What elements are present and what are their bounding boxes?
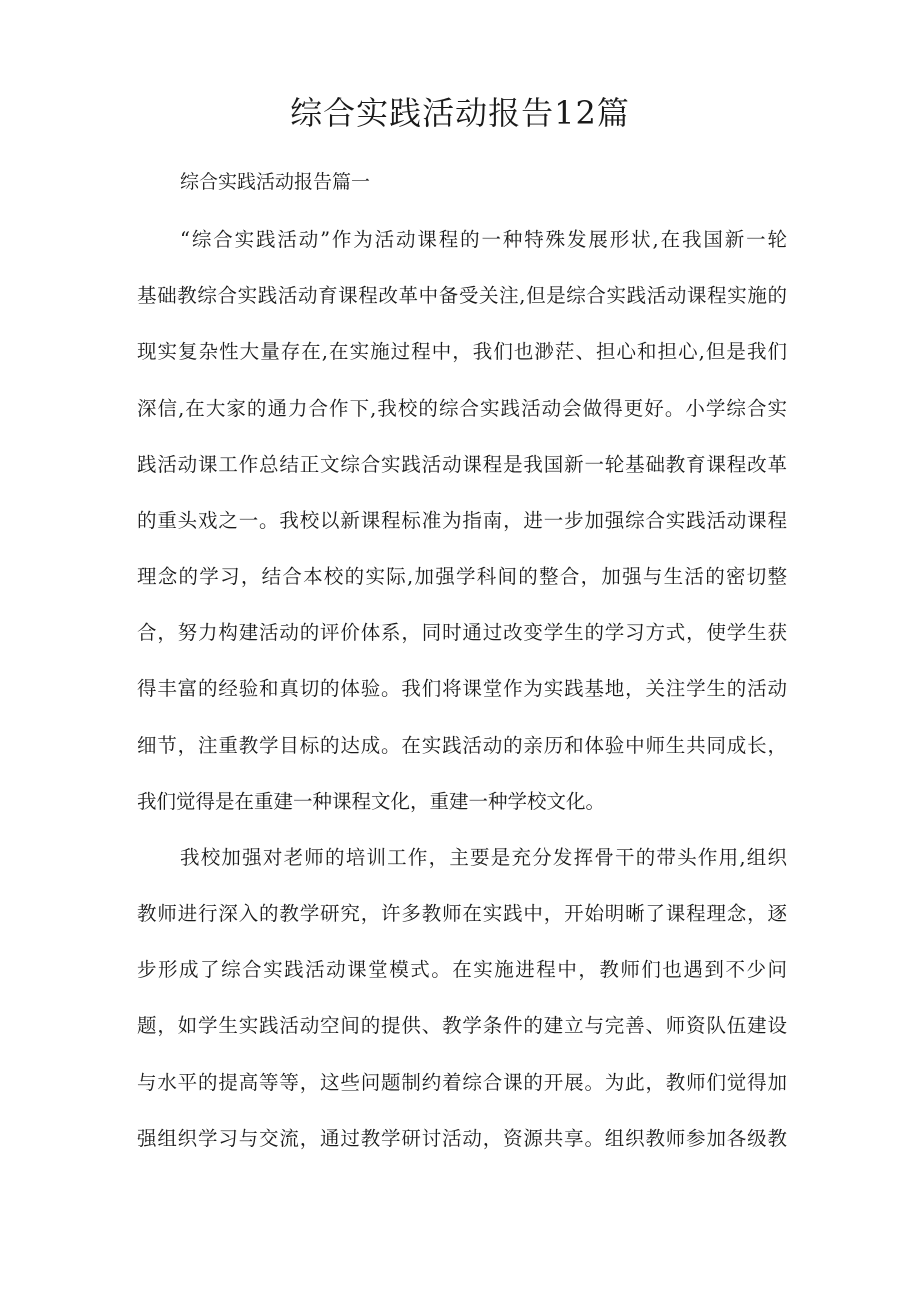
paragraph-1-line-8: 合，努力构建活动的评价体系，同时通过改变学生的学习方式，使学生获 (137, 621, 787, 644)
paragraph-1-line-7: 理念的学习，结合本校的实际,加强学科间的整合，加强与生活的密切整 (137, 565, 787, 588)
paragraph-2-line-3: 步形成了综合实践活动课堂模式。在实施进程中，教师们也遇到不少问 (137, 958, 787, 981)
paragraph-1-line-9: 得丰富的经验和真切的体验。我们将课堂作为实践基地，关注学生的活动 (137, 677, 787, 700)
paragraph-1-line-10: 细节，注重教学目标的达成。在实践活动的亲历和体验中师生共同成长， (137, 734, 787, 757)
paragraph-1-line-4: 深信,在大家的通力合作下,我校的综合实践活动会做得更好。小学综合实 (137, 397, 787, 420)
paragraph-1-line-11: 我们觉得是在重建一种课程文化，重建一种学校文化。 (137, 790, 606, 813)
paragraph-2-line-6: 强组织学习与交流，通过教学研讨活动，资源共享。组织教师参加各级教 (137, 1127, 787, 1150)
section-heading: 综合实践活动报告篇一 (180, 171, 371, 193)
paragraph-1-line-1: “综合实践活动”作为活动课程的一种特殊发展形状,在我国新一轮 (180, 228, 787, 251)
paragraph-1-line-2: 基础教综合实践活动育课程改革中备受关注,但是综合实践活动课程实施的 (137, 284, 787, 307)
document-title: 综合实践活动报告12篇 (290, 94, 630, 132)
paragraph-1-line-5: 践活动课工作总结正文综合实践活动课程是我国新一轮基础教育课程改革 (137, 453, 787, 476)
paragraph-2-line-1: 我校加强对老师的培训工作，主要是充分发挥骨干的带头作用,组织 (180, 846, 787, 869)
paragraph-1-line-6: 的重头戏之一。我校以新课程标准为指南，进一步加强综合实践活动课程 (137, 509, 787, 532)
paragraph-2-line-5: 与水平的提高等等，这些问题制约着综合课的开展。为此，教师们觉得加 (137, 1071, 787, 1094)
paragraph-2-line-4: 题，如学生实践活动空间的提供、教学条件的建立与完善、师资队伍建设 (137, 1014, 787, 1037)
paragraph-1-line-3: 现实复杂性大量存在,在实施过程中，我们也渺茫、担心和担心,但是我们 (137, 340, 787, 363)
paragraph-2-line-2: 教师进行深入的教学研究，许多教师在实践中，开始明晰了课程理念，逐 (137, 902, 787, 925)
